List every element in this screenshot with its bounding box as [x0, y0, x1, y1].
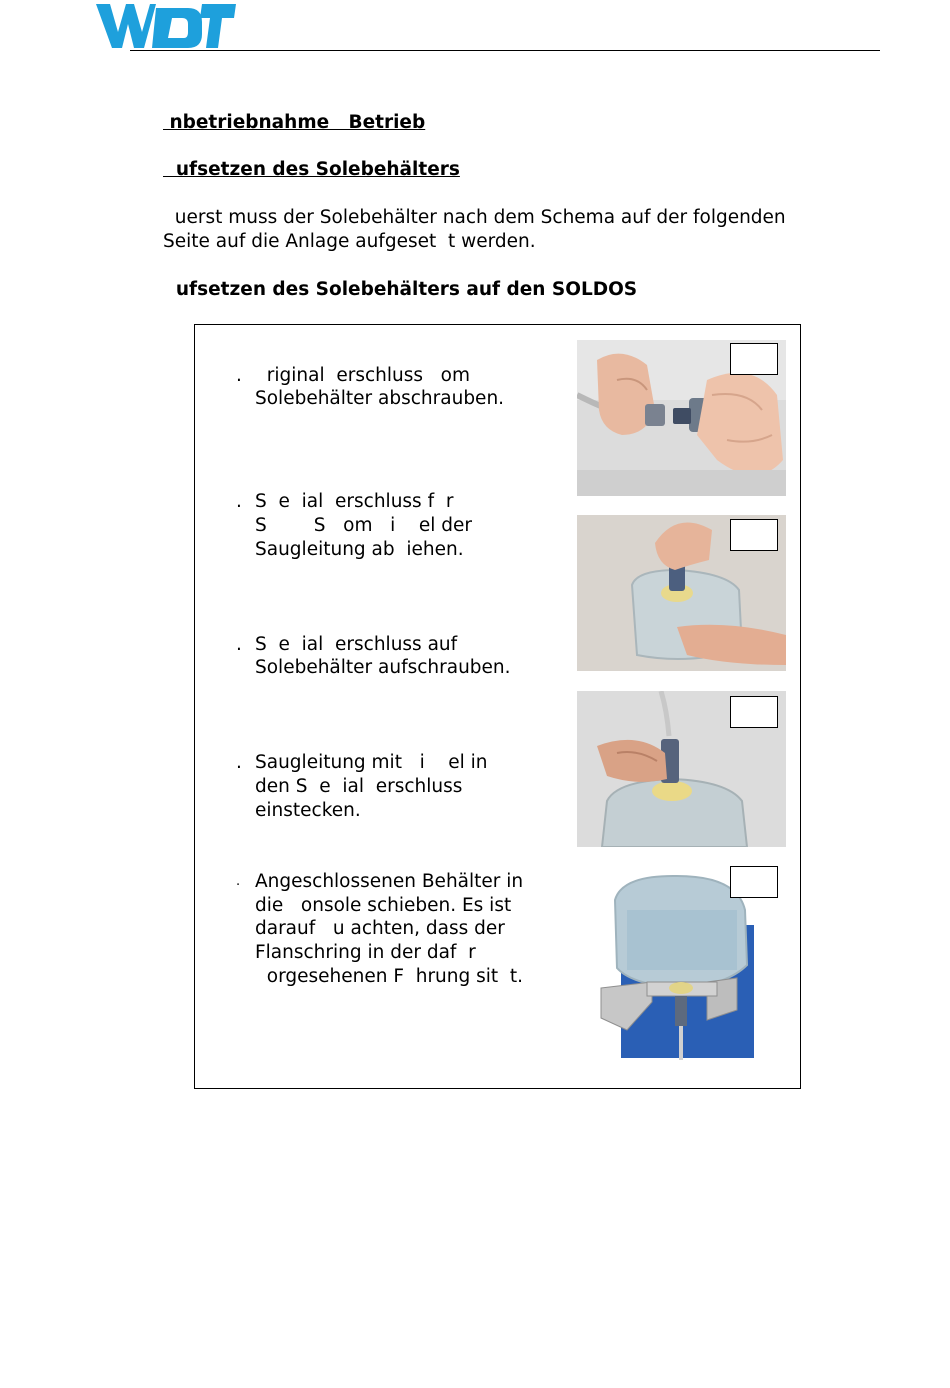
step-1-number: . — [236, 365, 242, 386]
step-3-line-2: Solebehälter aufschrauben. — [255, 657, 511, 678]
step-5-photo — [577, 870, 786, 1060]
step-5-line-2: die onsole schieben. Es ist — [255, 895, 512, 916]
step-4-line-1: Saugleitung mit i el in — [255, 752, 488, 773]
step-4-number-box — [730, 866, 778, 898]
step-2-number: . — [236, 491, 242, 512]
subsection-title: ufsetzen des Solebehälters — [163, 159, 460, 180]
step-5-number: . — [236, 874, 241, 889]
step-1-number-box — [730, 343, 778, 375]
step-3-number-box — [730, 696, 778, 728]
step-4-number: . — [236, 752, 242, 773]
step-2-number-box — [730, 519, 778, 551]
step-2-line-1: S e ial erschluss f r — [255, 491, 454, 512]
step-4-line-3: einstecken. — [255, 800, 361, 821]
section-title: nbetriebnahme Betrieb — [163, 112, 426, 133]
step-1-line-1: riginal erschluss om — [255, 365, 470, 386]
intro-line-1: uerst muss der Solebehälter nach dem Schema auf der folgenden — [163, 207, 786, 228]
step-2-line-2: S S om i el der — [255, 515, 472, 536]
step-5-line-3: darauf u achten, dass der — [255, 918, 505, 939]
procedure-title: ufsetzen des Solebehälters auf den SOLDOS — [163, 279, 638, 300]
step-5-line-5: orgesehenen F hrung sit t. — [255, 966, 524, 987]
step-3-line-1: S e ial erschluss auf — [255, 634, 458, 655]
step-5-line-1: Angeschlossenen Behälter in — [255, 871, 524, 892]
company-logo — [96, 2, 236, 50]
step-1-line-2: Solebehälter abschrauben. — [255, 388, 505, 409]
step-3-number: . — [236, 634, 242, 655]
header-rule — [130, 50, 880, 51]
intro-line-2: Seite auf die Anlage aufgeset t werden. — [163, 231, 536, 252]
step-4-line-2: den S e ial erschluss — [255, 776, 463, 797]
step-2-line-3: Saugleitung ab iehen. — [255, 539, 464, 560]
step-5-line-4: Flanschring in der daf r — [255, 942, 476, 963]
